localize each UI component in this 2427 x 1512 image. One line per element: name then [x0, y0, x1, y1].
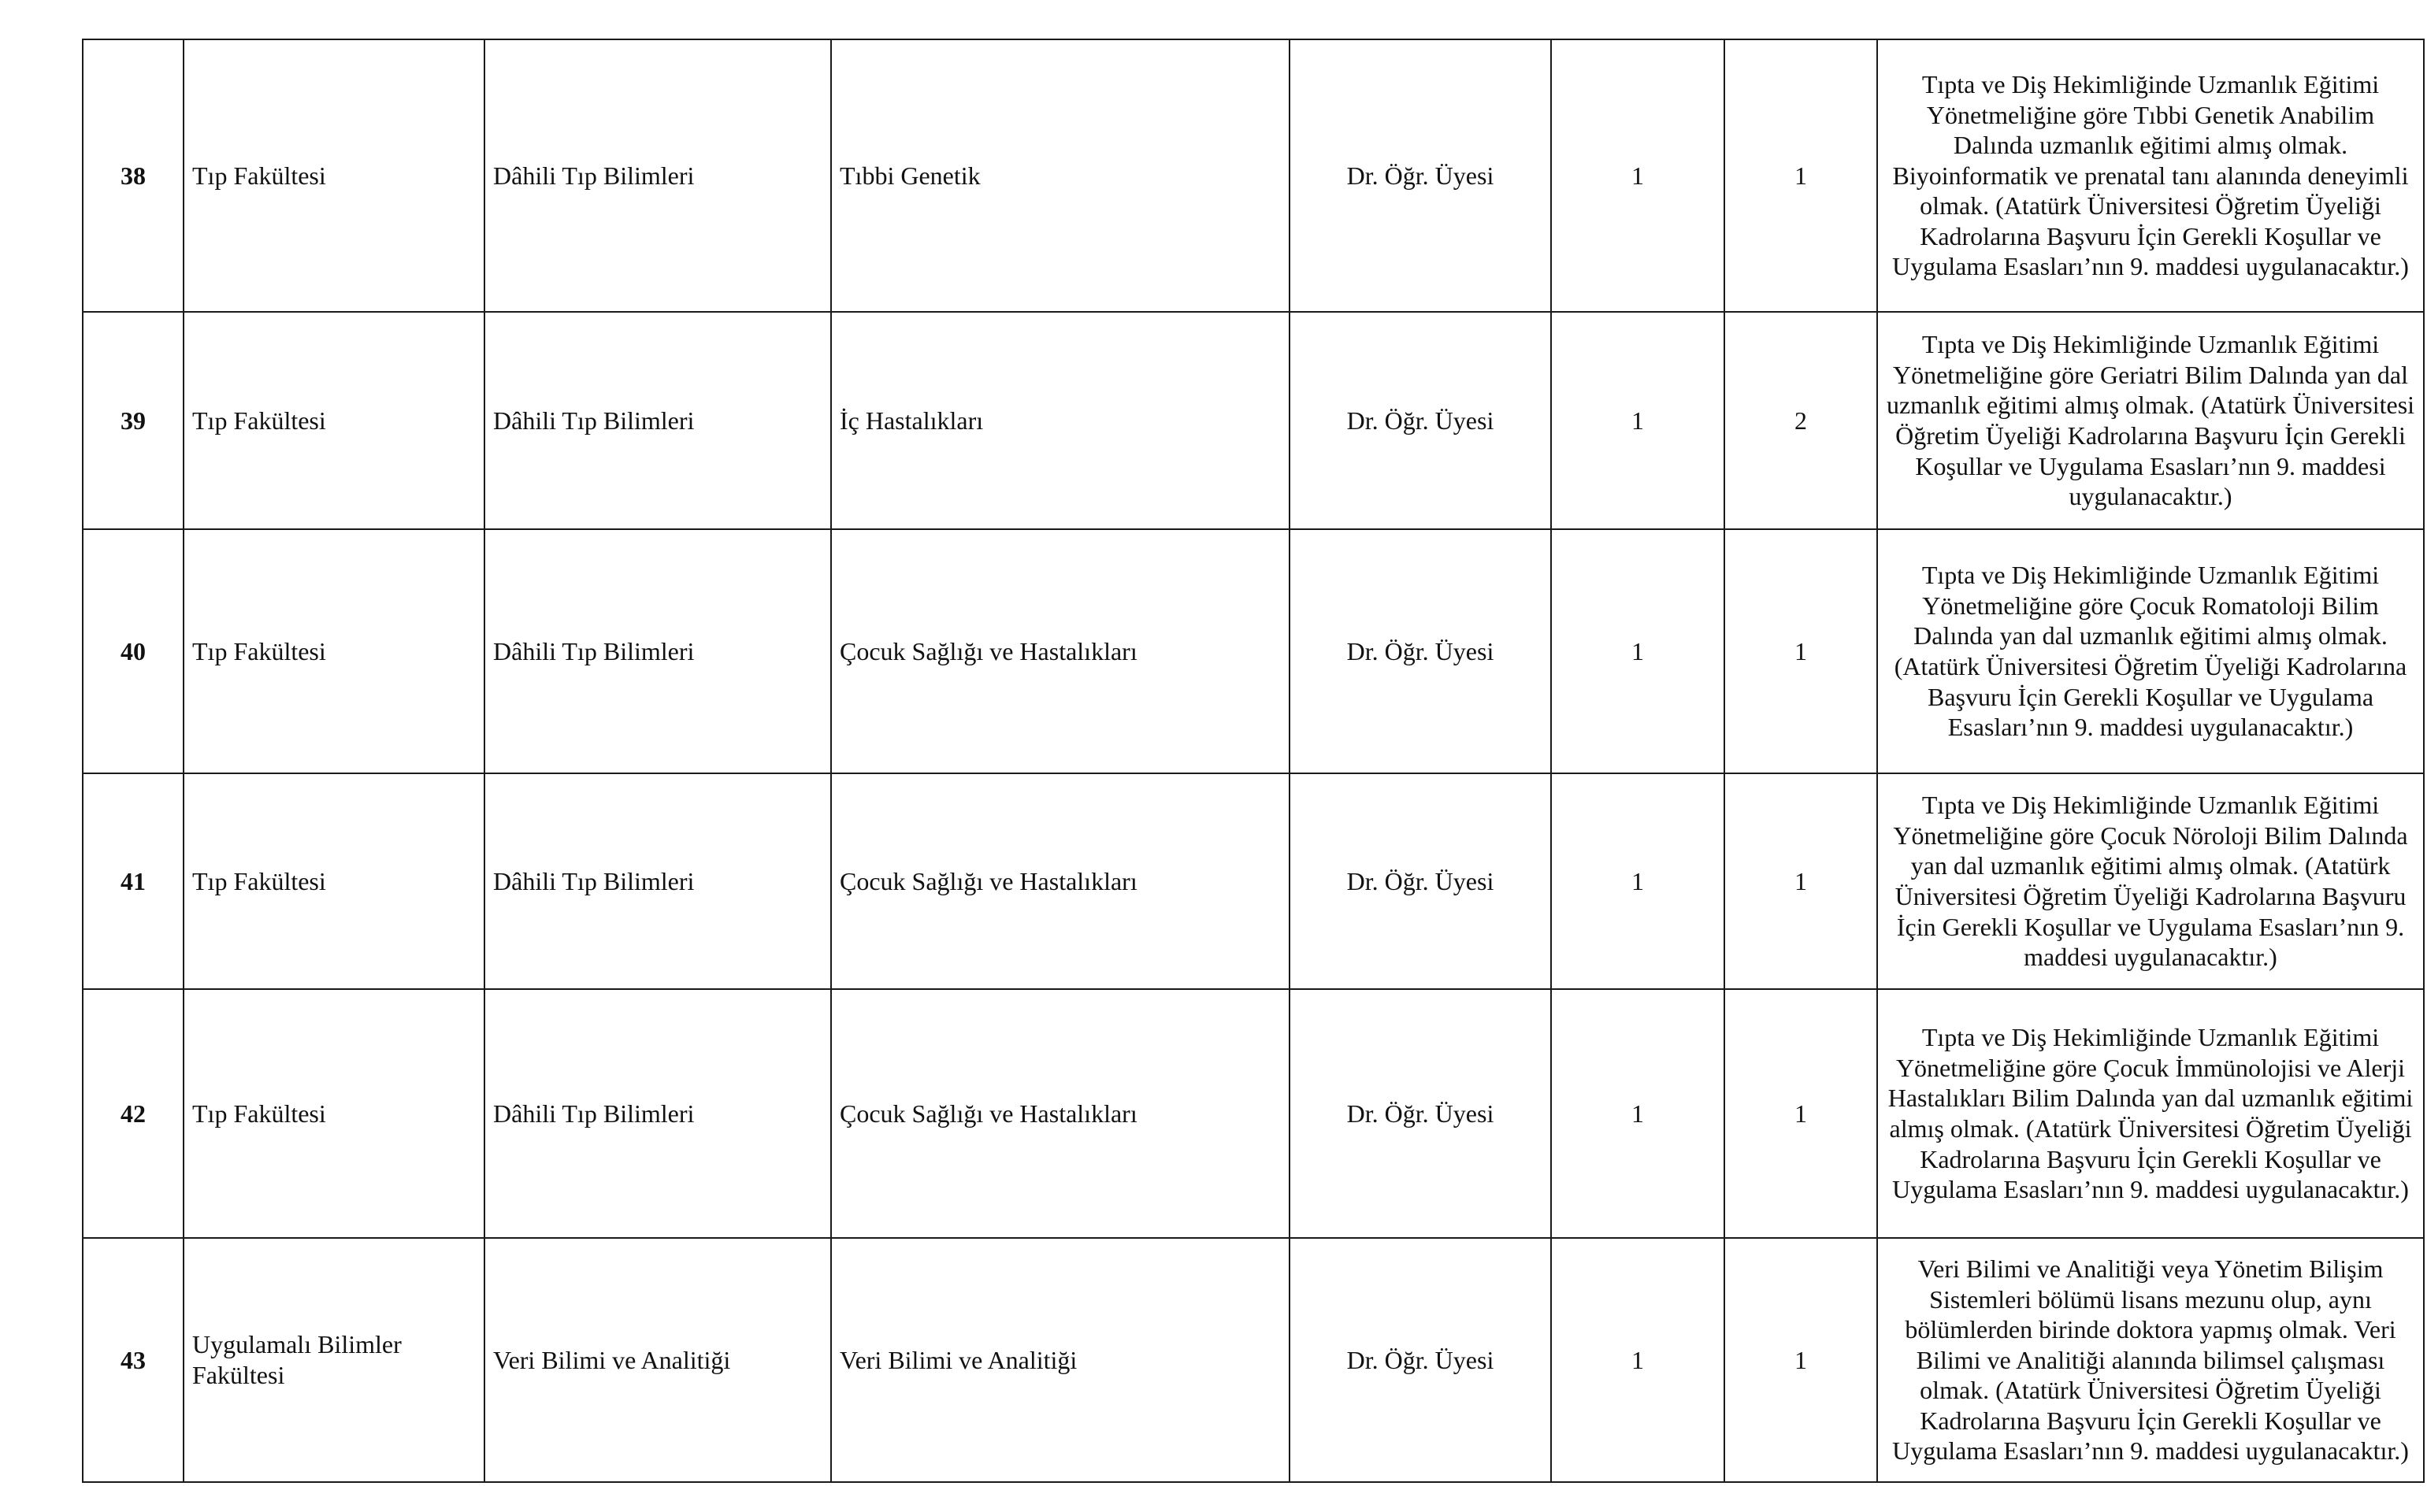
subdivision-cell: Veri Bilimi ve Analitiği [831, 1238, 1290, 1482]
title-cell: Dr. Öğr. Üyesi [1290, 989, 1551, 1238]
count-cell: 1 [1724, 773, 1877, 989]
requirement-cell: Tıpta ve Diş Hekimliğinde Uzmanlık Eğitimi Yönetmeliğine göre Çocuk İmmünolojisi ve Alerji Hastalıkları Bilim Dalında yan dal uzmanlık eğitimi almış olmak. (Atatürk Üniversitesi Öğretim Üyeliği Kadrolarına Başvuru İçin Gerekli Koşullar ve Uygulama Esasları’nın 9. maddesi uygulanacaktır.) [1877, 989, 2424, 1238]
title-cell: Dr. Öğr. Üyesi [1290, 773, 1551, 989]
subdivision-cell: Çocuk Sağlığı ve Hastalıkları [831, 989, 1290, 1238]
requirement-cell: Tıpta ve Diş Hekimliğinde Uzmanlık Eğitimi Yönetmeliğine göre Tıbbi Genetik Anabilim Dalında uzmanlık eğitimi almış olmak. Biyoinformatik ve prenatal tanı alanında deneyimli olmak. (Atatürk Üniversitesi Öğretim Üyeliği Kadrolarına Başvuru İçin Gerekli Koşullar ve Uygulama Esasları’nın 9. maddesi uygulanacaktır.) [1877, 39, 2424, 312]
row-number: 42 [83, 989, 184, 1238]
row-number: 43 [83, 1238, 184, 1482]
faculty-cell: Uygulamalı Bilimler Fakültesi [184, 1238, 484, 1482]
requirement-cell: Tıpta ve Diş Hekimliğinde Uzmanlık Eğitimi Yönetmeliğine göre Çocuk Nöroloji Bilim Dalında yan dal uzmanlık eğitimi almış olmak. (Atatürk Üniversitesi Öğretim Üyeliği Kadrolarına Başvuru İçin Gerekli Koşullar ve Uygulama Esasları’nın 9. maddesi uygulanacaktır.) [1877, 773, 2424, 989]
row-number: 39 [83, 312, 184, 529]
requirement-cell: Tıpta ve Diş Hekimliğinde Uzmanlık Eğitimi Yönetmeliğine göre Geriatri Bilim Dalında yan dal uzmanlık eğitimi almış olmak. (Atatürk Üniversitesi Öğretim Üyeliği Kadrolarına Başvuru İçin Gerekli Koşullar ve Uygulama Esasları’nın 9. maddesi uygulanacaktır.) [1877, 312, 2424, 529]
title-cell: Dr. Öğr. Üyesi [1290, 312, 1551, 529]
degree-cell: 1 [1551, 529, 1724, 773]
count-cell: 1 [1724, 529, 1877, 773]
table-row [83, 529, 2424, 773]
department-cell: Dâhili Tıp Bilimleri [484, 989, 831, 1238]
requirement-cell: Veri Bilimi ve Analitiği veya Yönetim Bilişim Sistemleri bölümü lisans mezunu olup, aynı bölümlerden birinde doktora yapmış olmak. Veri Bilimi ve Analitiği alanında bilimsel çalışması olmak. (Atatürk Üniversitesi Öğretim Üyeliği Kadrolarına Başvuru İçin Gerekli Koşullar ve Uygulama Esasları’nın 9. maddesi uygulanacaktır.) [1877, 1238, 2424, 1482]
requirement-cell: Tıpta ve Diş Hekimliğinde Uzmanlık Eğitimi Yönetmeliğine göre Çocuk Romatoloji Bilim Dalında yan dal uzmanlık eğitimi almış olmak. (Atatürk Üniversitesi Öğretim Üyeliği Kadrolarına Başvuru İçin Gerekli Koşullar ve Uygulama Esasları’nın 9. maddesi uygulanacaktır.) [1877, 529, 2424, 773]
degree-cell: 1 [1551, 989, 1724, 1238]
count-cell: 1 [1724, 39, 1877, 312]
table-row [83, 1238, 2424, 1482]
count-cell: 1 [1724, 1238, 1877, 1482]
faculty-cell: Tıp Fakültesi [184, 529, 484, 773]
faculty-position-table [82, 39, 2425, 1483]
faculty-cell: Tıp Fakültesi [184, 989, 484, 1238]
degree-cell: 1 [1551, 773, 1724, 989]
faculty-cell: Tıp Fakültesi [184, 39, 484, 312]
faculty-cell: Tıp Fakültesi [184, 773, 484, 989]
degree-cell: 1 [1551, 312, 1724, 529]
row-number: 40 [83, 529, 184, 773]
table-row [83, 39, 2424, 312]
title-cell: Dr. Öğr. Üyesi [1290, 39, 1551, 312]
subdivision-cell: Çocuk Sağlığı ve Hastalıkları [831, 529, 1290, 773]
subdivision-cell: Tıbbi Genetik [831, 39, 1290, 312]
title-cell: Dr. Öğr. Üyesi [1290, 529, 1551, 773]
title-cell: Dr. Öğr. Üyesi [1290, 1238, 1551, 1482]
row-number: 41 [83, 773, 184, 989]
subdivision-cell: İç Hastalıkları [831, 312, 1290, 529]
department-cell: Dâhili Tıp Bilimleri [484, 312, 831, 529]
count-cell: 2 [1724, 312, 1877, 529]
count-cell: 1 [1724, 989, 1877, 1238]
table-row [83, 989, 2424, 1238]
degree-cell: 1 [1551, 39, 1724, 312]
table-row [83, 312, 2424, 529]
subdivision-cell: Çocuk Sağlığı ve Hastalıkları [831, 773, 1290, 989]
department-cell: Dâhili Tıp Bilimleri [484, 773, 831, 989]
department-cell: Dâhili Tıp Bilimleri [484, 529, 831, 773]
degree-cell: 1 [1551, 1238, 1724, 1482]
department-cell: Dâhili Tıp Bilimleri [484, 39, 831, 312]
department-cell: Veri Bilimi ve Analitiği [484, 1238, 831, 1482]
table-row [83, 773, 2424, 989]
faculty-cell: Tıp Fakültesi [184, 312, 484, 529]
row-number: 38 [83, 39, 184, 312]
